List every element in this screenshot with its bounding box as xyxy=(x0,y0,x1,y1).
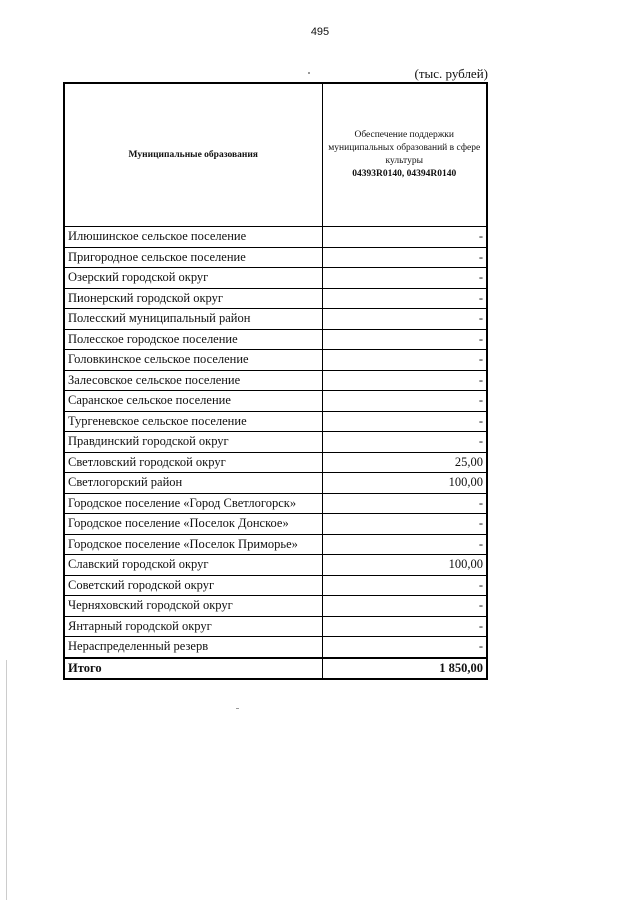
row-name: Янтарный городской округ xyxy=(64,616,322,637)
row-name: Городское поселение «Город Светлогорск» xyxy=(64,493,322,514)
row-value: - xyxy=(322,534,487,555)
total-value: 1 850,00 xyxy=(322,658,487,680)
row-name: Саранское сельское поселение xyxy=(64,391,322,412)
table-row xyxy=(64,370,487,391)
row-value: - xyxy=(322,391,487,412)
row-name: Илюшинское сельское поселение xyxy=(64,227,322,248)
row-value: - xyxy=(322,227,487,248)
row-value: - xyxy=(322,370,487,391)
table-row xyxy=(64,452,487,473)
scan-mark xyxy=(308,72,310,74)
row-value: - xyxy=(322,288,487,309)
table-row xyxy=(64,473,487,494)
row-name: Черняховский городской округ xyxy=(64,596,322,617)
header-codes: 04393R0140, 04394R0140 xyxy=(352,169,457,179)
row-name: Светловский городской округ xyxy=(64,452,322,473)
table-row xyxy=(64,309,487,330)
table-row xyxy=(64,350,487,371)
table-row xyxy=(64,247,487,268)
row-name: Нераспределенный резерв xyxy=(64,637,322,658)
row-name: Советский городской округ xyxy=(64,575,322,596)
table-row xyxy=(64,288,487,309)
row-name: Пригородное сельское поселение xyxy=(64,247,322,268)
row-value: 100,00 xyxy=(322,555,487,576)
table-row xyxy=(64,555,487,576)
row-value: - xyxy=(322,575,487,596)
scan-mark xyxy=(236,708,239,709)
row-value: - xyxy=(322,309,487,330)
row-value: - xyxy=(322,411,487,432)
row-value: - xyxy=(322,329,487,350)
row-name: Залесовское сельское поселение xyxy=(64,370,322,391)
table-row xyxy=(64,329,487,350)
table-row xyxy=(64,411,487,432)
table-row xyxy=(64,575,487,596)
units-label: (тыс. рублей) xyxy=(414,66,488,81)
row-value: - xyxy=(322,432,487,453)
scan-edge xyxy=(6,660,7,900)
table-row xyxy=(64,391,487,412)
row-name: Озерский городской округ xyxy=(64,268,322,289)
header-culture-support xyxy=(322,83,487,227)
budget-table xyxy=(63,82,488,680)
row-name: Головкинское сельское поселение xyxy=(64,350,322,371)
table-row xyxy=(64,493,487,514)
table-row xyxy=(64,534,487,555)
total-row xyxy=(64,658,487,680)
row-value: - xyxy=(322,247,487,268)
table-header-row xyxy=(64,83,487,227)
table-row xyxy=(64,268,487,289)
header-culture-support-text: Обеспечение поддержки муниципальных образований в сфере культуры xyxy=(328,130,481,166)
row-name: Городское поселение «Поселок Приморье» xyxy=(64,534,322,555)
table-row xyxy=(64,596,487,617)
row-name: Славский городской округ xyxy=(64,555,322,576)
row-value: 25,00 xyxy=(322,452,487,473)
row-name: Пионерский городской округ xyxy=(64,288,322,309)
row-value: - xyxy=(322,514,487,535)
row-value: - xyxy=(322,616,487,637)
row-name: Тургеневское сельское поселение xyxy=(64,411,322,432)
row-value: - xyxy=(322,596,487,617)
table-row xyxy=(64,514,487,535)
row-name: Светлогорский район xyxy=(64,473,322,494)
table-row xyxy=(64,227,487,248)
row-name: Городское поселение «Поселок Донское» xyxy=(64,514,322,535)
table-row xyxy=(64,616,487,637)
row-name: Полесское городское поселение xyxy=(64,329,322,350)
table-row xyxy=(64,432,487,453)
row-value: 100,00 xyxy=(322,473,487,494)
header-municipalities: Муниципальные образования xyxy=(64,83,322,227)
total-label: Итого xyxy=(64,658,322,680)
row-name: Правдинский городской округ xyxy=(64,432,322,453)
row-name: Полесский муниципальный район xyxy=(64,309,322,330)
table-row xyxy=(64,637,487,658)
row-value: - xyxy=(322,637,487,658)
row-value: - xyxy=(322,268,487,289)
page-number: 495 xyxy=(310,26,330,38)
row-value: - xyxy=(322,350,487,371)
row-value: - xyxy=(322,493,487,514)
